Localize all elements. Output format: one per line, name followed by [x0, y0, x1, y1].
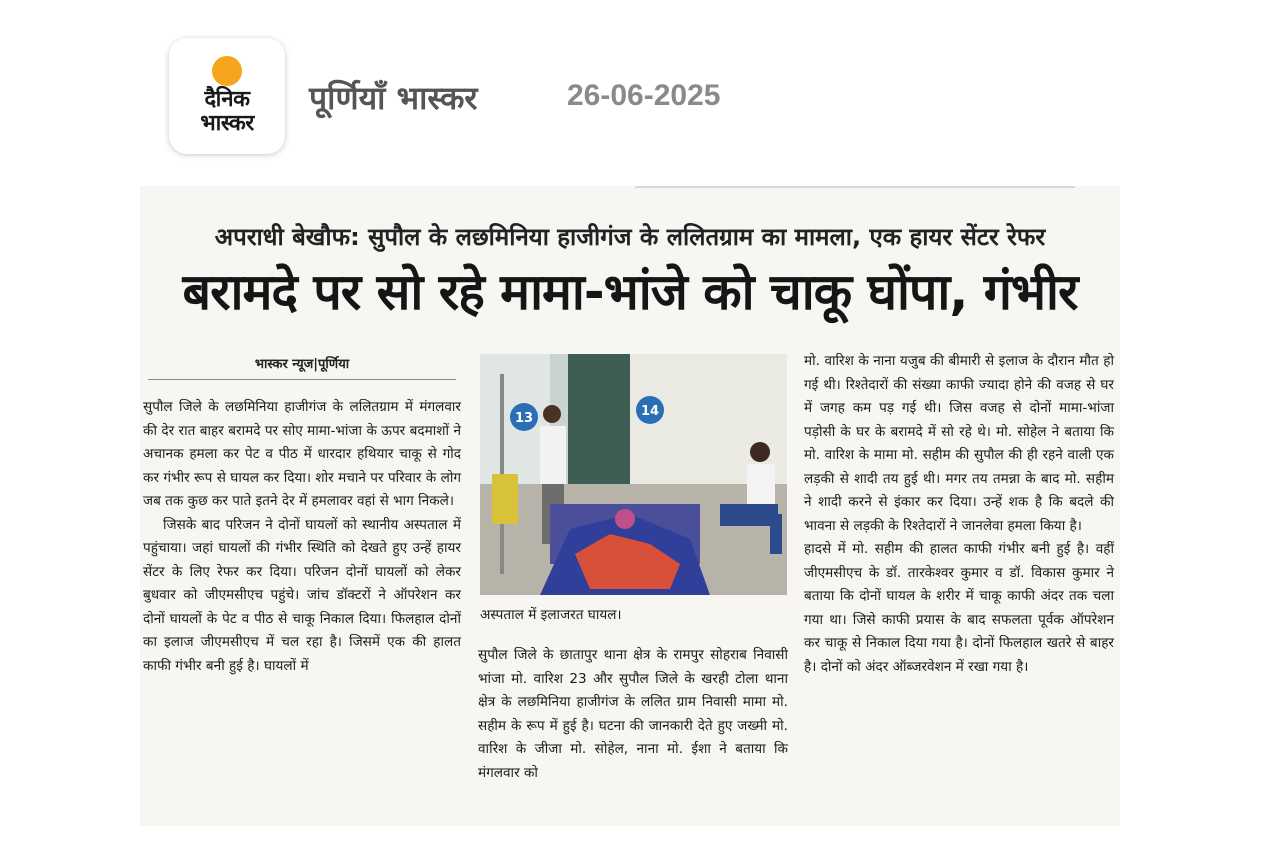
bed-number-13: 13 — [514, 411, 534, 426]
dainik-bhaskar-logo[interactable] — [169, 38, 285, 154]
logo-text-line1: दैनिक — [204, 87, 250, 112]
bed-number-14: 14 — [640, 404, 660, 419]
paragraph: हादसे में मो. सहीम की हालत काफी गंभीर बनी हुई है। वहीं जीएमसीएच के डॉ. तारकेश्वर कुमार व डॉ. विकास कुमार ने बताया कि दोनों घायल के शरीर में चाकू काफी अंदर तक चला गया था। जिसे काफी प्रयास के बाद सफलता पूर्वक ऑपरेशन कर चाकू से निकाल दिया गया है। दोनों फिलहाल खतरे से बाहर है। दोनों को अंदर ऑब्जरवेशन में रखा गया है। — [804, 541, 1114, 675]
newspaper-clipping[interactable] — [140, 186, 1120, 826]
article-column-1 — [143, 396, 461, 678]
article-column-3 — [804, 350, 1114, 679]
app-header — [0, 0, 1280, 190]
paragraph: सुपौल जिले के लछमिनिया हाजीगंज के ललितग्राम में मंगलवार की देर रात बाहर बरामदे पर सोए मामा-भांजा के ऊपर बदमाशों ने अचानक हमला कर पेट व पीठ में धारदार हथियार चाकू से गोद कर गंभीर रूप से घायल कर दिया। शोर मचाने पर परिवार के लोग जब तक कुछ कर पाते इतने देर में हमलावर वहां से भाग निकले। — [143, 399, 461, 509]
paragraph: जिसके बाद परिजन ने दोनों घायलों को स्थानीय अस्पताल में पहुंचाया। जहां घायलों की गंभीर स्थिति को देखते हुए उन्हें हायर सेंटर के लिए रेफर कर दिया। परिजन दोनों घायलों को लेकर बुधवार को जीएमसीएच पहुंचे। जांच डॉक्टरों ने ऑपरेशन कर दोनों घायलों के पेट व पीठ से चाकू निकाल दिया। फिलहाल दोनों का इलाज जीएमसीएच में चल रहा है। जिसमें एक की हालत काफी गंभीर बनी हुई है। घायलों में — [143, 516, 461, 674]
article-headline: बरामदे पर सो रहे मामा-भांजे को चाकू घोंपा, गंभीर — [182, 263, 1078, 321]
hospital-ward-photo — [480, 354, 787, 595]
article-kicker: अपराधी बेखौफ: सुपौल के लछमिनिया हाजीगंज के ललितग्राम का मामला, एक हायर सेंटर रेफर — [214, 223, 1046, 251]
paragraph: सुपौल जिले के छातापुर थाना क्षेत्र के रामपुर सोहराब निवासी भांजा मो. वारिश 23 और सुपौल जिले के खरही टोला थाना क्षेत्र के लछमिनिया हाजीगंज के ललित ग्राम निवासी मामा मो. सहीम के रूप में हुई है। घटना की जानकारी देते हुए जख्मी मो. वारिश के जीजा मो. सोहेल, नाना मो. ईशा ने बताया कि मंगलवार को — [478, 647, 788, 781]
edition-title: पूर्णियाँ भास्कर — [309, 79, 478, 117]
article-photo — [480, 354, 787, 595]
article-column-2 — [478, 644, 788, 785]
paragraph: मो. वारिश के नाना यजुब की बीमारी से इलाज के दौरान मौत हो गई थी। रिश्तेदारों की संख्या काफी ज्यादा होने की वजह से घर में जगह कम पड़ गई थी। जिस वजह से दोनों मामा-भांजा पड़ोसी के घर के बरामदे में सो रहे थे। मो. सोहेल ने बताया कि मो. वारिश के मामा मो. सहीम की सुपौल की ही रहने वाली एक लड़की से शादी तय हुई थी। मगर तय तमन्ना के बाद मो. सहीम ने शादी करने से इंकार कर दिया। उन्हें शक है कि बदले की भावना से लड़की के रिश्तेदारों ने जानलेवा हमला किया है। — [804, 353, 1114, 534]
sun-icon — [212, 56, 242, 86]
logo-text-line2: भास्कर — [200, 111, 254, 136]
byline-divider — [148, 379, 456, 380]
top-divider — [635, 186, 1075, 188]
edition-date: 26-06-2025 — [567, 79, 721, 112]
photo-caption: अस्पताल में इलाजरत घायल। — [480, 607, 622, 623]
article-byline: भास्कर न्यूज|पूर्णिया — [254, 357, 350, 372]
